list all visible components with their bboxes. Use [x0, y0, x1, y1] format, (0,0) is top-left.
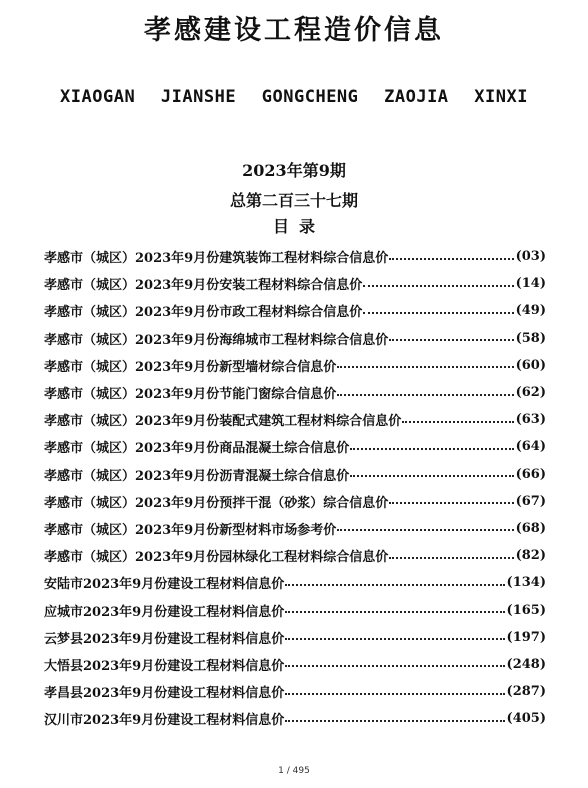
toc-leader-dots	[337, 366, 513, 368]
document-title: 孝感建设工程造价信息	[144, 15, 444, 46]
toc-entry-label: 孝昌县2023年9月份建设工程材料信息价	[44, 686, 285, 702]
issue-number: 2023年第9期	[242, 161, 346, 180]
toc-entry[interactable]	[44, 542, 546, 569]
toc-entry-page: (60)	[515, 357, 546, 373]
toc-entry-label: 孝感市（城区）2023年9月份预拌干混（砂浆）综合信息价	[44, 495, 389, 511]
toc-entry[interactable]	[44, 569, 546, 596]
toc-entry-label: 孝感市（城区）2023年9月份建筑装饰工程材料综合信息价	[44, 251, 389, 267]
toc-entry-page: (405)	[506, 711, 546, 727]
toc-entry[interactable]	[44, 243, 546, 270]
toc-entry[interactable]	[44, 624, 546, 651]
toc-entry[interactable]	[44, 433, 546, 460]
toc-entry[interactable]	[44, 488, 546, 515]
toc-entry[interactable]	[44, 325, 546, 352]
toc-entry-label: 孝感市（城区）2023年9月份新型墙材综合信息价	[44, 359, 337, 375]
toc-entry-page: (82)	[515, 548, 546, 564]
toc-entry-label: 孝感市（城区）2023年9月份新型材料市场参考价	[44, 522, 337, 538]
toc-leader-dots	[285, 584, 504, 586]
toc-entry-page: (03)	[515, 249, 546, 265]
toc-leader-dots	[285, 720, 504, 722]
toc-entry[interactable]	[44, 406, 546, 433]
toc-entry[interactable]	[44, 651, 546, 678]
toc-entry-page: (287)	[506, 684, 546, 700]
toc-leader-dots	[337, 394, 513, 396]
page-indicator: 1 / 495	[278, 766, 310, 776]
toc-entry-page: (248)	[506, 656, 546, 672]
toc-leader-dots	[402, 421, 513, 423]
toc-entry-label: 安陆市2023年9月份建设工程材料信息价	[44, 577, 285, 593]
toc-entry[interactable]	[44, 596, 546, 623]
toc-entry-page: (66)	[515, 466, 546, 482]
toc-leader-dots	[363, 312, 513, 314]
toc-entry-page: (67)	[515, 493, 546, 509]
toc-entry-label: 大悟县2023年9月份建设工程材料信息价	[44, 658, 285, 674]
toc-entry-page: (63)	[515, 412, 546, 428]
toc-entry-page: (49)	[515, 303, 546, 319]
toc-entry-page: (58)	[515, 330, 546, 346]
toc-entry[interactable]	[44, 705, 546, 732]
toc-entry-label: 孝感市（城区）2023年9月份园林绿化工程材料综合信息价	[44, 550, 389, 566]
toc-entry[interactable]	[44, 379, 546, 406]
toc-leader-dots	[389, 502, 513, 504]
toc-entry-page: (197)	[506, 629, 546, 645]
table-of-contents	[44, 243, 546, 732]
toc-leader-dots	[350, 475, 513, 477]
toc-leader-dots	[285, 693, 504, 695]
toc-leader-dots	[389, 258, 513, 260]
toc-entry-label: 孝感市（城区）2023年9月份市政工程材料综合信息价	[44, 305, 363, 321]
toc-entry-label: 孝感市（城区）2023年9月份海绵城市工程材料综合信息价	[44, 332, 389, 348]
toc-entry-page: (14)	[515, 276, 546, 292]
toc-entry-page: (68)	[515, 520, 546, 536]
toc-entry[interactable]	[44, 352, 546, 379]
toc-entry-page: (64)	[515, 439, 546, 455]
toc-entry-page: (165)	[506, 602, 546, 618]
toc-entry-label: 孝感市（城区）2023年9月份装配式建筑工程材料综合信息价	[44, 414, 402, 430]
document-subtitle-pinyin: XIAOGAN JIANSHE GONGCHENG ZAOJIA XINXI	[60, 87, 528, 107]
toc-leader-dots	[285, 638, 504, 640]
toc-entry[interactable]	[44, 678, 546, 705]
toc-entry-page: (134)	[506, 575, 546, 591]
toc-entry[interactable]	[44, 270, 546, 297]
total-issue-number: 总第二百三十七期	[229, 191, 358, 210]
toc-entry[interactable]	[44, 297, 546, 324]
toc-leader-dots	[285, 611, 504, 613]
toc-leader-dots	[350, 448, 513, 450]
toc-heading: 目录	[272, 217, 325, 236]
toc-leader-dots	[337, 529, 513, 531]
toc-leader-dots	[363, 285, 513, 287]
toc-entry-label: 汉川市2023年9月份建设工程材料信息价	[44, 713, 285, 729]
toc-entry-page: (62)	[515, 385, 546, 401]
toc-entry-label: 应城市2023年9月份建设工程材料信息价	[44, 604, 285, 620]
toc-entry-label: 孝感市（城区）2023年9月份商品混凝土综合信息价	[44, 441, 350, 457]
toc-leader-dots	[285, 665, 504, 667]
toc-entry[interactable]	[44, 461, 546, 488]
toc-leader-dots	[389, 557, 513, 559]
toc-entry-label: 孝感市（城区）2023年9月份安装工程材料综合信息价	[44, 278, 363, 294]
toc-entry-label: 孝感市（城区）2023年9月份节能门窗综合信息价	[44, 387, 337, 403]
toc-entry[interactable]	[44, 515, 546, 542]
toc-entry-label: 云梦县2023年9月份建设工程材料信息价	[44, 631, 285, 647]
toc-entry-label: 孝感市（城区）2023年9月份沥青混凝土综合信息价	[44, 468, 350, 484]
toc-leader-dots	[389, 339, 513, 341]
